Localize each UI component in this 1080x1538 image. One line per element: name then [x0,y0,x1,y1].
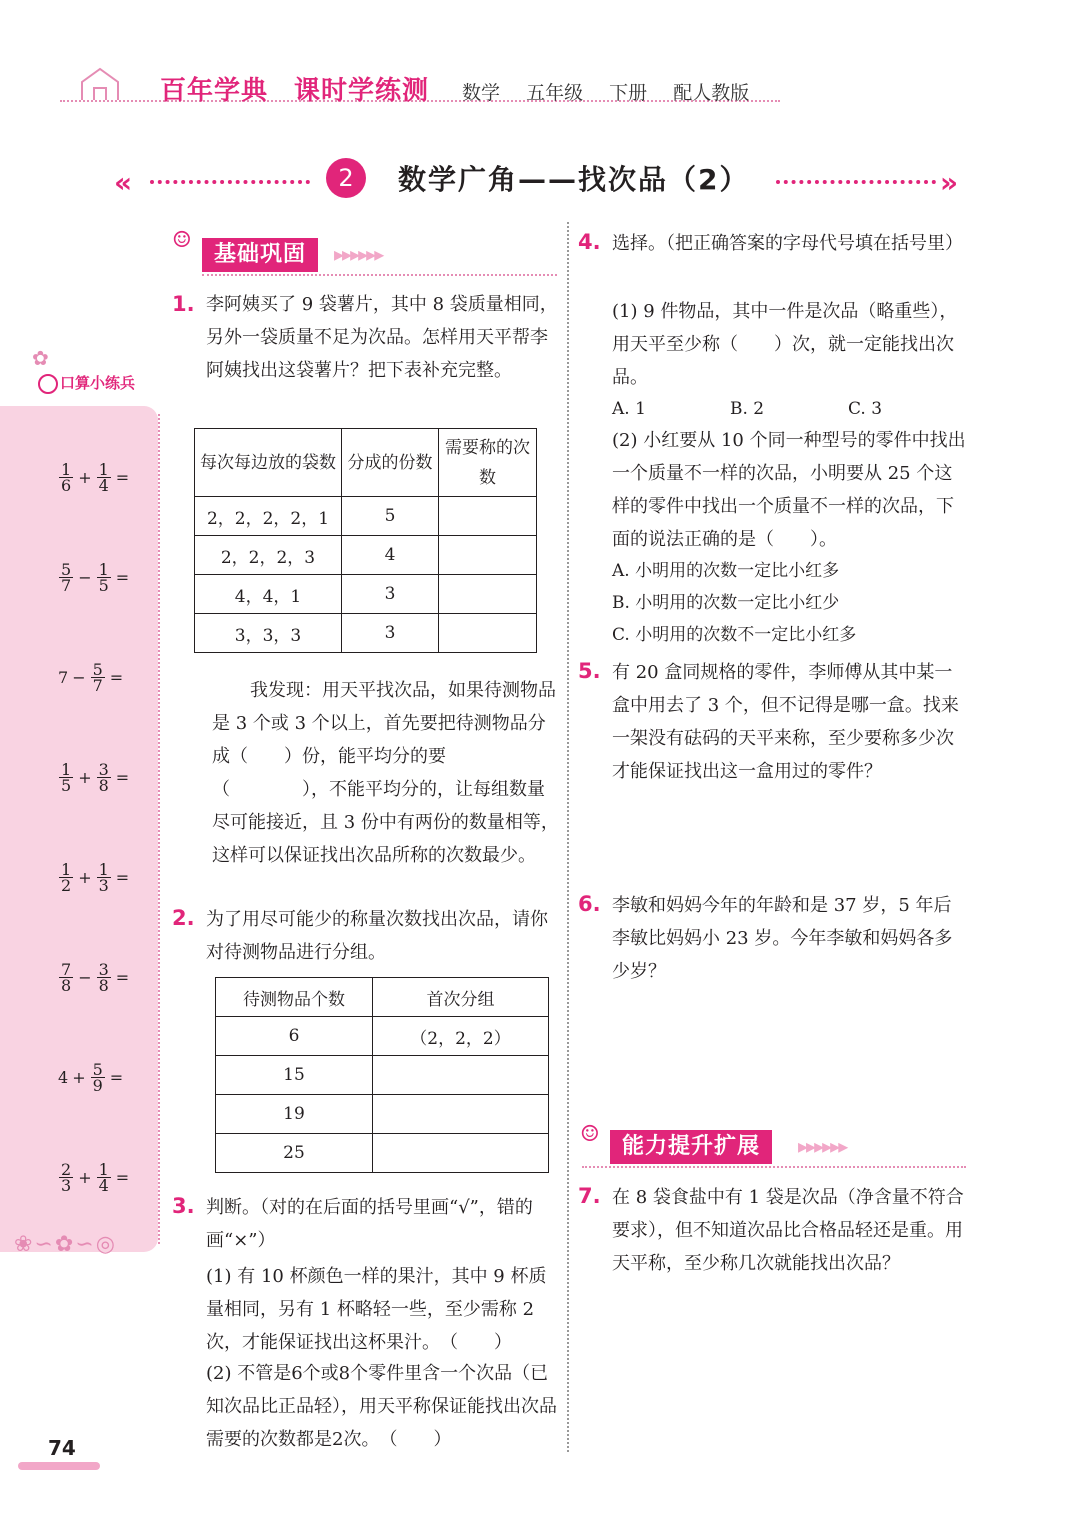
fraction-denominator: 6 [61,476,72,495]
q1-header-cell: 分成的份数 [342,429,439,497]
fraction-numerator: 2 [61,1160,72,1179]
q4-sub2-opt-a: A. 小明用的次数一定比小红多 [612,561,840,581]
fraction-denominator: 8 [61,976,72,995]
chevron-left-icon: « [114,166,133,199]
q2-header-cell: 待测物品个数 [216,978,373,1017]
swirl-decoration-icon: ❀∽✿∽◎ [14,1232,117,1257]
fraction-numerator: 5 [61,560,72,579]
table-row [195,536,537,575]
title-dots-left [150,180,310,184]
fraction-denominator: 5 [61,776,72,795]
q4-number: 4. [578,230,601,254]
q4-sub2-opt-c: C. 小明用的次数不一定比小红多 [612,625,857,645]
fraction-denominator: 2 [61,876,72,895]
sidebar-label: 口算小练兵 [60,374,136,392]
fraction-numerator: 5 [92,1060,103,1079]
q2-answer-cell[interactable] [373,1134,549,1173]
q1-answer-cell[interactable] [439,575,537,614]
q1-cell: 2，2，2，3 [195,536,342,575]
fraction [59,1162,73,1193]
q4-sub1-opt-a: A. 1 [612,399,646,419]
fraction [97,962,111,993]
lesson-title-bar [0,158,1080,202]
fraction-numerator: 3 [98,960,109,979]
fraction [97,562,111,593]
q1-answer-cell[interactable] [439,536,537,575]
section-title-basic: 基础巩固 [202,238,318,272]
table-row [216,1134,549,1173]
q1-cell: 4 [342,536,439,575]
q2-cell: 25 [216,1134,373,1173]
q3-sub2: (2) 不管是6个或8个零件里含一个次品（已知次品比正品轻），用天平称保证能找出次品需要的次数都是2次。 （ ） [206,1363,557,1450]
q2-table [215,977,549,1173]
q2-number: 2. [172,906,195,930]
q4-text: 选择。（把正确答案的字母代号填在括号里） [612,233,963,254]
q4-sub1-opt-c: C. 3 [848,399,883,419]
page-number: 74 [48,1436,76,1460]
equals-sign: = [115,968,130,987]
fraction-numerator: 1 [98,460,109,479]
fraction [97,762,111,793]
table-row [216,1056,549,1095]
q4-sub2: (2) 小红要从 10 个同一种型号的零件中找出一个质量不一样的次品，小明要从 25 个这样的零件中找出一个质量不一样的次品，下面的说法正确的是（ ）。 [612,430,966,550]
q7-text: 在 8 袋食盐中有 1 袋是次品（净含量不符合要求），但不知道次品比合格品轻还是重。用天平称，至少称几次就能找出次品？ [612,1187,964,1274]
operator: − [78,968,92,987]
section-title-advanced: 能力提升扩展 [610,1130,772,1164]
mental-math-expression [56,1062,125,1093]
table-row [195,497,537,536]
header-edition: 配人教版 [673,82,750,104]
kid-icon: ☺ [580,1122,600,1147]
q5-number: 5. [578,659,601,683]
lesson-title: 数学广角——找次品（2） [398,163,750,196]
q7-number: 7. [578,1184,601,1208]
operator: + [72,1068,86,1087]
sidebar-dotted-edge [158,414,160,1244]
fraction-denominator: 8 [98,976,109,995]
q1-cell: 4，4，1 [195,575,342,614]
q1-header-cell: 需要称的次数 [439,429,537,497]
q2-header-cell: 首次分组 [373,978,549,1017]
q6-number: 6. [578,892,601,916]
table-row [216,1095,549,1134]
mental-math-expression [56,662,125,693]
q1-cell: 2，2，2，2，1 [195,497,342,536]
table-row [216,1017,549,1056]
fraction-denominator: 7 [92,676,103,695]
equals-sign: = [109,668,124,687]
banner-underline [582,1166,966,1168]
q1-text: 李阿姨买了 9 袋薯片，其中 8 袋质量相同，另外一袋质量不足为次品。怎样用天平帮李阿姨找出这袋薯片？把下表补充完整。 [206,294,558,381]
q2-answer-cell[interactable] [373,1095,549,1134]
arrows-icon: ▸▸▸▸▸▸ [798,1134,847,1158]
fraction [59,562,73,593]
whole-number: 4 [58,1068,69,1087]
brand-sub: 课时学练测 [294,76,430,106]
lesson-number-badge: 2 [326,158,366,198]
fraction-denominator: 7 [61,576,72,595]
banner-underline [202,274,557,276]
fraction-numerator: 7 [61,960,72,979]
fraction [59,862,73,893]
fraction-numerator: 3 [98,760,109,779]
q5-text: 有 20 盒同规格的零件，李师傅从其中某一盒中用去了 3 个，但不记得是哪一盒。找来一架没有砝码的天平来称，至少要称多少次才能保证找出这一盒用过的零件？ [612,662,959,782]
page-number-bar [18,1462,100,1470]
q2-cell: 6 [216,1017,373,1056]
q2-cell: 19 [216,1095,373,1134]
fraction [97,462,111,493]
table-row [195,575,537,614]
fraction-denominator: 9 [92,1076,103,1095]
equals-sign: = [115,568,130,587]
column-divider [567,222,569,1452]
sidebar-badge [38,372,135,394]
header-meta [462,78,769,105]
q2-text: 为了用尽可能少的称量次数找出次品，请你对待测物品进行分组。 [206,909,548,963]
equals-sign: = [115,468,130,487]
header-term: 下册 [609,82,648,104]
fraction-numerator: 1 [61,760,72,779]
q1-cell: 5 [342,497,439,536]
fraction [91,662,105,693]
q2-answer-cell[interactable] [373,1056,549,1095]
q1-header-cell: 每次每边放的袋数 [195,429,342,497]
fraction [91,1062,105,1093]
q1-table [194,428,537,653]
mental-math-expression [56,762,131,793]
operator: − [78,568,92,587]
arrows-icon: ▸▸▸▸▸▸ [334,242,383,266]
header-house-icon [78,66,122,102]
q3-number: 3. [172,1194,195,1218]
mental-math-expression [56,462,131,493]
equals-sign: = [115,868,130,887]
mental-math-expression [56,962,131,993]
fraction-denominator: 4 [98,1176,109,1195]
fraction-numerator: 1 [61,860,72,879]
mental-math-expression [56,562,131,593]
q1-answer-cell[interactable] [439,614,537,653]
q2-cell: 15 [216,1056,373,1095]
operator: + [78,768,92,787]
q1-finding: 我发现：用天平找次品，如果待测物品是 3 个或 3 个以上，首先要把待测物品分成（ ）份，能平均分的要（ ），不能平均分的，让每组数量尽可能接近，且 3 份中有两份的数量相等，这样可以保证找出次品所称的次数最少。 [212,680,559,866]
whole-number: 7 [58,668,69,687]
fraction-numerator: 5 [92,660,103,679]
equals-sign: = [109,1068,124,1087]
fraction-numerator: 1 [98,1160,109,1179]
operator: + [78,1168,92,1187]
brand-main: 百年学典 [160,76,269,106]
mental-math-expression [56,1162,131,1193]
sidebar-panel [0,406,158,1252]
fraction-numerator: 1 [98,860,109,879]
q1-number: 1. [172,292,195,316]
header-grade: 五年级 [526,82,584,104]
q3-text: 判断。（对的在后面的括号里画“√”，错的画“×”） [206,1197,533,1251]
fraction-denominator: 4 [98,476,109,495]
operator: + [78,868,92,887]
fraction [59,762,73,793]
title-dots-right [776,180,936,184]
q4-sub1-opt-b: B. 2 [730,399,765,419]
section-banner-basic [202,238,562,272]
fraction-denominator: 8 [98,776,109,795]
section-banner-advanced [610,1130,966,1164]
q4-sub1: (1) 9 件物品，其中一件是次品（略重些），用天平至少称（ ）次，就一定能找出次品。 [612,301,958,388]
equals-sign: = [115,768,130,787]
fraction-numerator: 1 [98,560,109,579]
q6-text: 李敏和妈妈今年的年龄和是 37 岁，5 年后李敏比妈妈小 23 岁。今年李敏和妈妈各多少岁？ [612,895,953,982]
fraction-numerator: 1 [61,460,72,479]
flower-icon: ✿ [32,346,49,370]
chevron-right-icon: » [940,166,959,199]
q3-sub1: (1) 有 10 杯颜色一样的果汁，其中 9 杯质量相同，另有 1 杯略轻一些，至少需称 2 次，才能保证找出这杯果汁。 （ ） [206,1266,547,1353]
fraction [59,962,73,993]
operator: − [72,668,86,687]
kid-icon: ☺ [172,228,192,253]
fraction-denominator: 5 [98,576,109,595]
q1-answer-cell[interactable] [439,497,537,536]
fraction-denominator: 3 [61,1176,72,1195]
fraction [97,862,111,893]
equals-sign: = [115,1168,130,1187]
mental-math-expression [56,862,131,893]
fraction [97,1162,111,1193]
q1-cell: 3 [342,614,439,653]
q2-cell: （2，2，2） [373,1017,549,1056]
q1-cell: 3，3，3 [195,614,342,653]
q1-cell: 3 [342,575,439,614]
header-subject: 数学 [462,82,501,104]
q4-sub2-opt-b: B. 小明用的次数一定比小红少 [612,593,840,613]
operator: + [78,468,92,487]
table-row [195,614,537,653]
fraction-denominator: 3 [98,876,109,895]
fraction [59,462,73,493]
circle-icon [38,374,58,394]
